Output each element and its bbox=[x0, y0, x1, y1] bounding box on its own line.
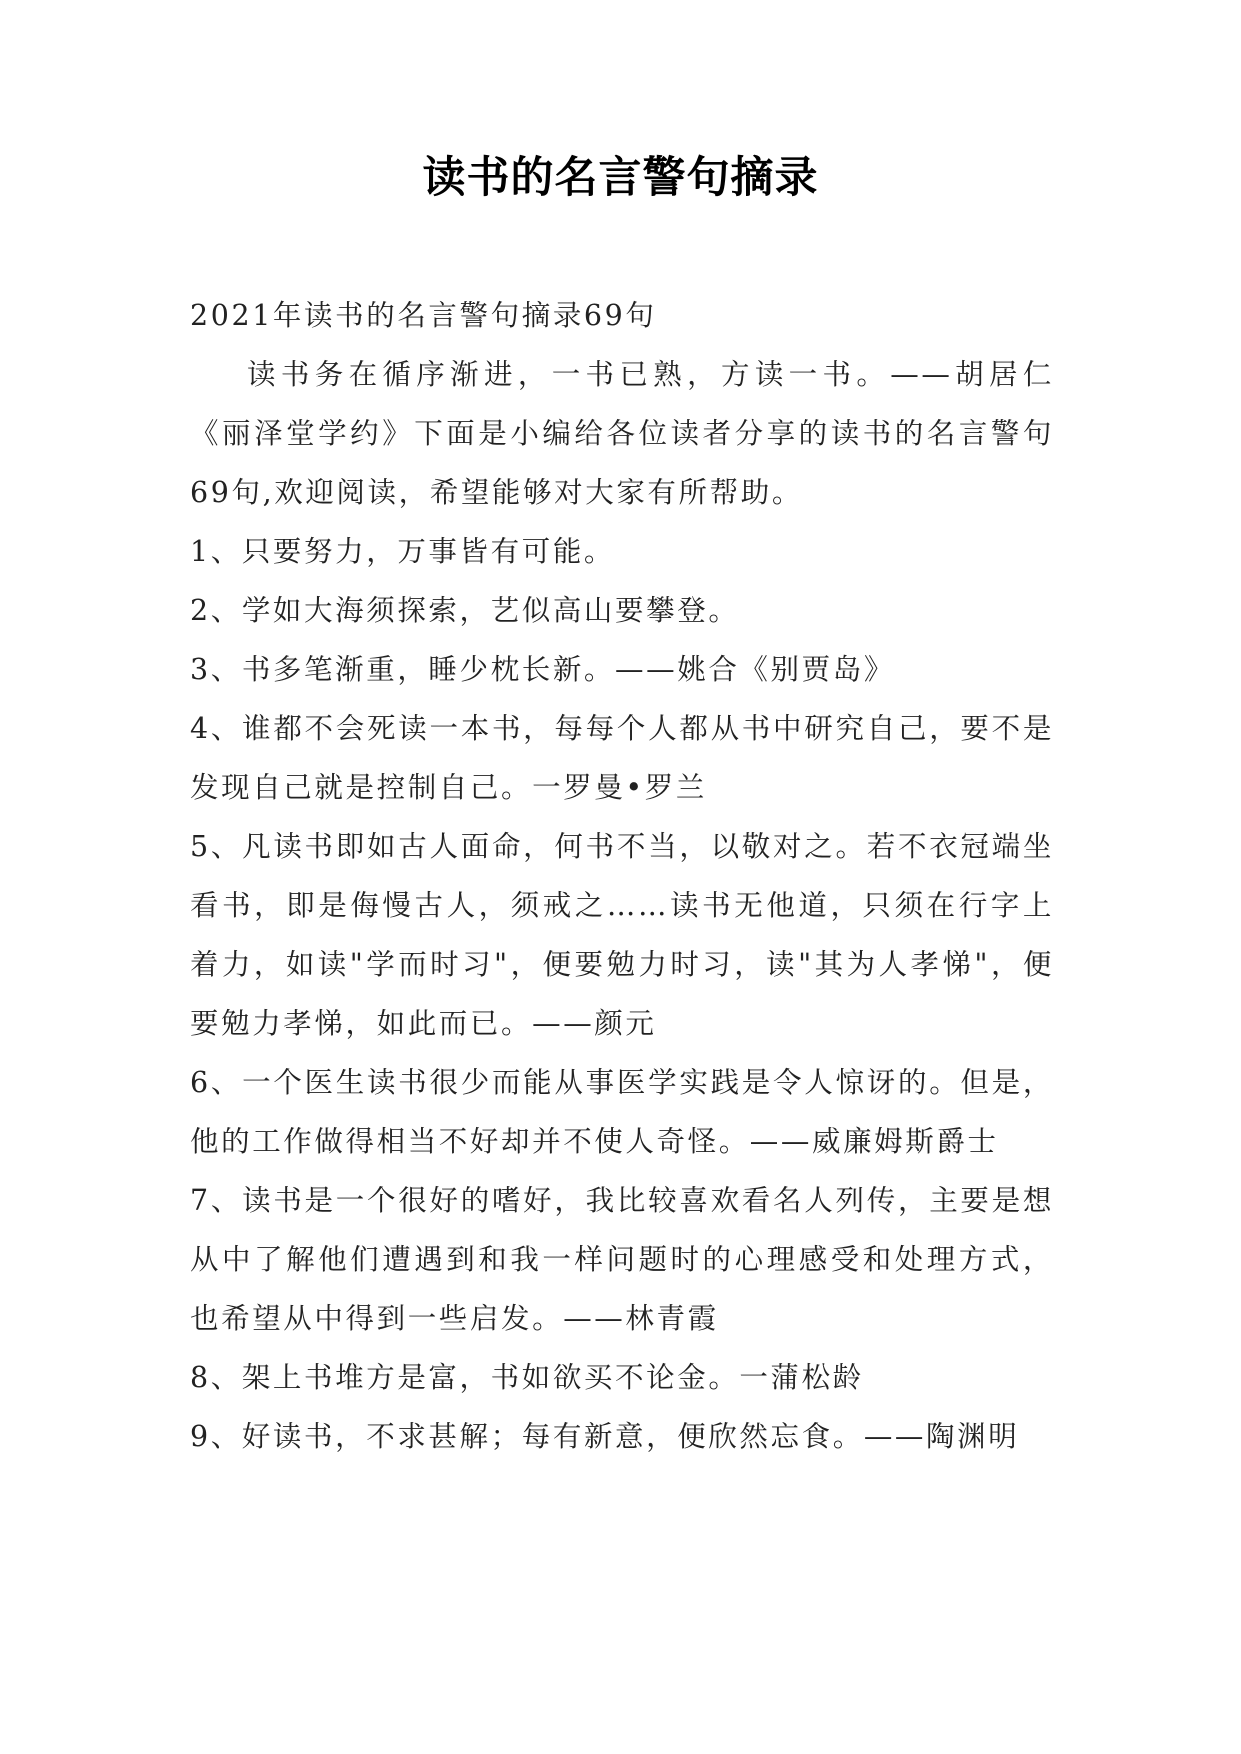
quote-item: 3、书多笔渐重，睡少枕长新。——姚合《别贾岛》 bbox=[190, 653, 895, 686]
quote-item: 6、一个医生读书很少而能从事医学实践是令人惊讶的。但是，他的工作做得相当不好却并不使人奇怪。——威廉姆斯爵士 bbox=[190, 1066, 1054, 1158]
quote-item: 7、读书是一个很好的嗜好，我比较喜欢看名人列传，主要是想从中了解他们遭遇到和我一样问题时的心理感受和处理方式，也希望从中得到一些启发。——林青霞 bbox=[190, 1184, 1054, 1335]
document-title: 读书的名言警句摘录 bbox=[422, 153, 819, 203]
document-body bbox=[190, 286, 1054, 1466]
document-subtitle: 2021年读书的名言警句摘录69句 bbox=[190, 299, 657, 332]
quote-item: 5、凡读书即如古人面命，何书不当，以敬对之。若不衣冠端坐看书，即是侮慢古人，须戒之……读书无他道，只须在行字上着力，如读"学而时习"，便要勉力时习，读"其为人孝悌"，便要勉力孝悌，如此而已。——颜元 bbox=[190, 830, 1054, 1040]
quote-item: 8、架上书堆方是富，书如欲买不论金。一蒲松龄 bbox=[190, 1361, 864, 1394]
quote-item: 2、学如大海须探索，艺似高山要攀登。 bbox=[190, 594, 740, 627]
intro-paragraph: 读书务在循序渐进，一书已熟，方读一书。——胡居仁《丽泽堂学约》下面是小编给各位读者分享的读书的名言警句69句,欢迎阅读，希望能够对大家有所帮助。 bbox=[190, 358, 1054, 509]
quote-item: 1、只要努力，万事皆有可能。 bbox=[190, 535, 616, 568]
quote-item: 4、谁都不会死读一本书，每每个人都从书中研究自己，要不是发现自己就是控制自己。一罗曼•罗兰 bbox=[190, 712, 1054, 804]
quote-item: 9、好读书，不求甚解；每有新意，便欣然忘食。——陶渊明 bbox=[190, 1420, 1020, 1453]
